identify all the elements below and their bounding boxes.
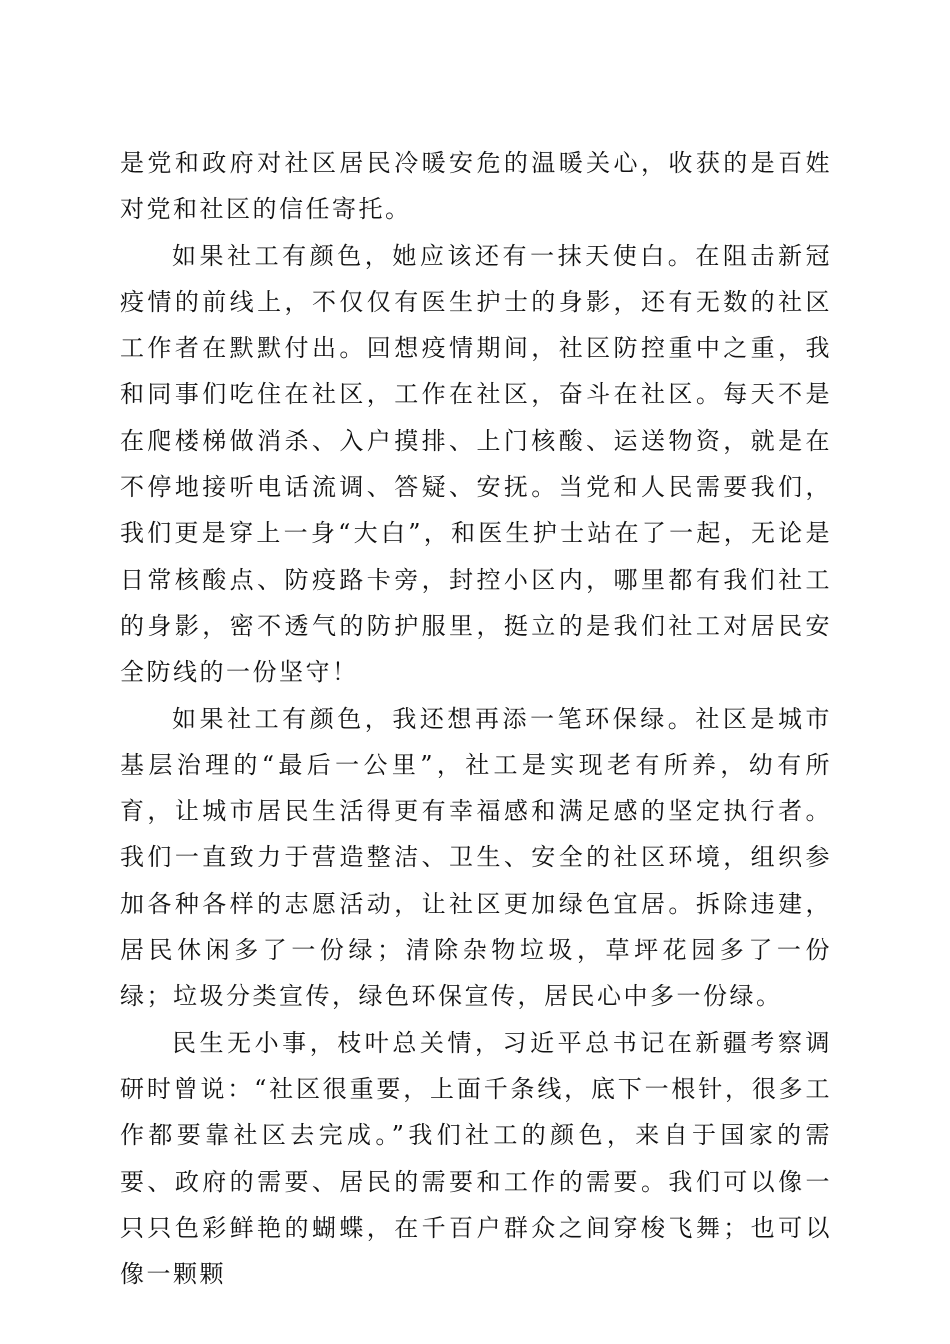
paragraph-livelihood: 民生无小事，枝叶总关情，习近平总书记在新疆考察调研时曾说：“社区很重要，上面千条线，底下一根针，很多工作都要靠社区去完成。”我们社工的颜色，来自于国家的需要、政府的需要、居民的需要和工作的需要。我们可以像一只只色彩鲜艳的蝴蝶，在千百户群众之间穿梭飞舞；也可以像一颗颗 [120,1028,832,1289]
paragraph-angel-white: 如果社工有颜色，她应该还有一抹天使白。在阻击新冠疫情的前线上，不仅仅有医生护士的身影，还有无数的社区工作者在默默付出。回想疫情期间，社区防控重中之重，我和同事们吃住在社区，工作在社区，奋斗在社区。每天不是在爬楼梯做消杀、入户摸排、上门核酸、运送物资，就是在不停地接听电话流调、答疑、安抚。当党和人民需要我们，我们更是穿上一身“大白”，和医生护士站在了一起，无论是日常核酸点、防疫路卡旁，封控小区内，哪里都有我们社工的身影，密不透气的防护服里，挺立的是我们社工对居民安全防线的一份坚守！ [120,241,832,687]
paragraph-continuation: 是党和政府对社区居民冷暖安危的温暖关心，收获的是百姓对党和社区的信任寄托。 [120,149,832,224]
document-body [120,140,832,1297]
paragraph-eco-green: 如果社工有颜色，我还想再添一笔环保绿。社区是城市基层治理的“最后一公里”，社工是实现老有所养，幼有所育，让城市居民生活得更有幸福感和满足感的坚定执行者。我们一直致力于营造整洁、卫生、安全的社区环境，组织参加各种各样的志愿活动，让社区更加绿色宜居。拆除违建，居民休闲多了一份绿；清除杂物垃圾，草坪花园多了一份绿；垃圾分类宣传，绿色环保宣传，居民心中多一份绿。 [120,704,832,1011]
